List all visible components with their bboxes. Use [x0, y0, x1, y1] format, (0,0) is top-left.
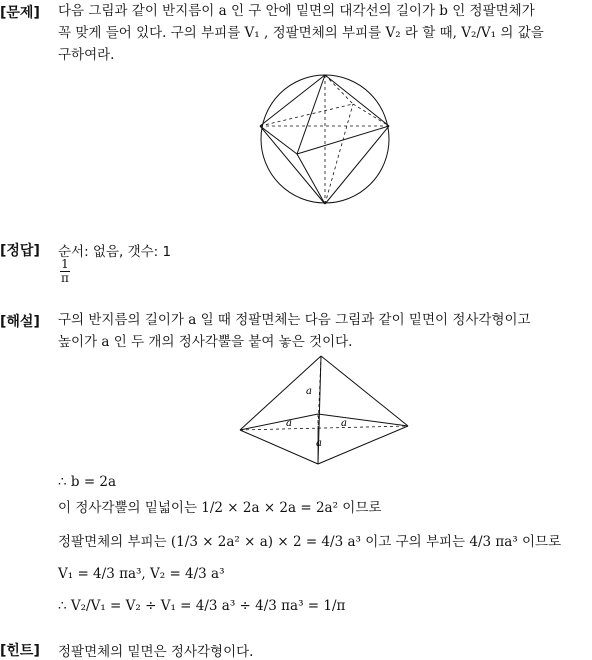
fig-label-a4: a: [316, 438, 322, 449]
solution-line-1: 구의 반지름의 길이가 a 일 때 정팔면체는 다음 그림과 같이 밑면이 정사각형이고: [58, 312, 531, 328]
problem-line-2: 꼭 맞게 들어 있다. 구의 부피를 V₁ , 정팔면체의 부피를 V₂ 라 할 때, V₂/V₁ 의 값을: [58, 25, 544, 41]
hint-tag: [힌트]: [0, 643, 40, 659]
solution-line-2: 높이가 a 인 두 개의 정사각뿔을 붙여 놓은 것이다.: [58, 334, 353, 350]
answer-denominator: π: [61, 271, 69, 285]
octahedron-pyramid-figure: [236, 354, 412, 466]
problem-line-1: 다음 그림과 같이 반지름이 a 인 구 안에 밑면의 대각선의 길이가 b 인 정팔면체가: [58, 3, 535, 19]
sphere-octahedron-figure: [255, 74, 395, 206]
answer-meta: 순서: 없음, 갯수: 1: [58, 244, 172, 260]
solution-step-1: ∴ b = 2a: [58, 474, 117, 490]
answer-tag: [정답]: [0, 243, 40, 259]
answer-numerator: 1: [61, 257, 69, 271]
answer-value: [60, 258, 70, 285]
problem-line-3: 구하여라.: [58, 47, 115, 63]
fig-label-a2: a: [286, 418, 292, 429]
problem-tag: [문제]: [0, 5, 40, 21]
solution-intro: [58, 309, 588, 353]
hint-text: 정팔면체의 밑면은 정사각형이다.: [58, 644, 254, 660]
problem-text: [58, 0, 588, 66]
solution-step-2: 이 정사각뿔의 밑넓이는 1/2 × 2a × 2a = 2a² 이므로: [58, 500, 382, 516]
solution-tag: [해설]: [0, 314, 40, 330]
fig-label-a1: a: [306, 386, 312, 397]
solution-step-3: 정팔면체의 부피는 (1/3 × 2a² × a) × 2 = 4/3 a³ 이고 구의 부피는 4/3 πa³ 이므로: [58, 534, 562, 550]
solution-step-5: ∴ V₂/V₁ = V₂ ÷ V₁ = 4/3 a³ ÷ 4/3 πa³ = 1/π: [58, 598, 346, 614]
fig-label-a3: a: [341, 418, 347, 429]
solution-step-4: V₁ = 4/3 πa³, V₂ = 4/3 a³: [58, 566, 225, 582]
